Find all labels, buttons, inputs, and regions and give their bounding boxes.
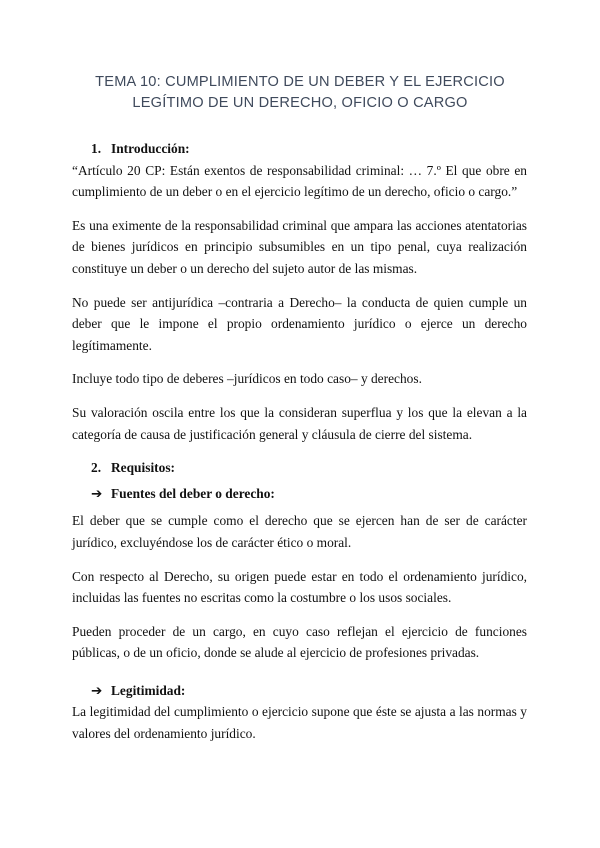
paragraph: Pueden proceder de un cargo, en cuyo caso reflejan el ejercicio de funciones públicas, o de un oficio, donde se alude al ejercicio de profesiones privadas.	[72, 623, 527, 661]
arrow-right-icon: ➔	[91, 485, 103, 501]
section-heading-introduccion	[72, 138, 527, 160]
title-line-2: LEGÍTIMO DE UN DERECHO, OFICIO O CARGO	[132, 95, 468, 111]
subsection-heading-fuentes	[72, 483, 527, 505]
paragraph: La legitimidad del cumplimiento o ejercicio supone que éste se ajusta a las normas y valores del ordenamiento jurídico.	[72, 704, 527, 742]
subsection-heading-label: Legitimidad:	[111, 682, 186, 698]
section-heading-label: Requisitos:	[111, 460, 175, 476]
document-body	[72, 138, 527, 745]
title-line-1: TEMA 10: CUMPLIMIENTO DE UN DEBER Y EL EJERCICIO	[95, 74, 505, 90]
paragraph: Es una eximente de la responsabilidad criminal que ampara las acciones atentatorias de bienes jurídicos en principio subsumibles en un tipo penal, cuya realización constituye un deber o un derecho del sujeto autor de las mismas.	[72, 217, 527, 276]
paragraph: Su valoración oscila entre los que la consideran superflua y los que la elevan a la categoría de causa de justificación general y cláusula de cierre del sistema.	[72, 404, 527, 442]
section-heading-requisitos	[72, 457, 527, 479]
page-title	[60, 72, 540, 114]
section-heading-label: Introducción:	[111, 141, 190, 156]
paragraph: No puede ser antijurídica –contraria a Derecho– la conducta de quien cumple un deber que le impone el propio ordenamiento jurídico o ejerce un derecho legítimamente.	[72, 294, 527, 353]
paragraph: “Artículo 20 CP: Están exentos de responsabilidad criminal: … 7.º El que obre en cumplimiento de un deber o en el ejercicio legítimo de un derecho, oficio o cargo.”	[72, 162, 527, 200]
section-number: 1.	[91, 141, 102, 156]
paragraph: Incluye todo tipo de deberes –jurídicos en todo caso– y derechos.	[72, 371, 422, 387]
section-number: 2.	[91, 460, 102, 476]
subsection-heading-label: Fuentes del deber o derecho:	[111, 485, 275, 501]
paragraph: Con respecto al Derecho, su origen puede estar en todo el ordenamiento jurídico, incluidas las fuentes no escritas como la costumbre o los usos sociales.	[72, 568, 527, 606]
arrow-right-icon: ➔	[91, 682, 103, 698]
subsection-heading-legitimidad	[72, 680, 527, 702]
paragraph: El deber que se cumple como el derecho que se ejercen han de ser de carácter jurídico, excluyéndose los de carácter ético o moral.	[72, 513, 527, 550]
